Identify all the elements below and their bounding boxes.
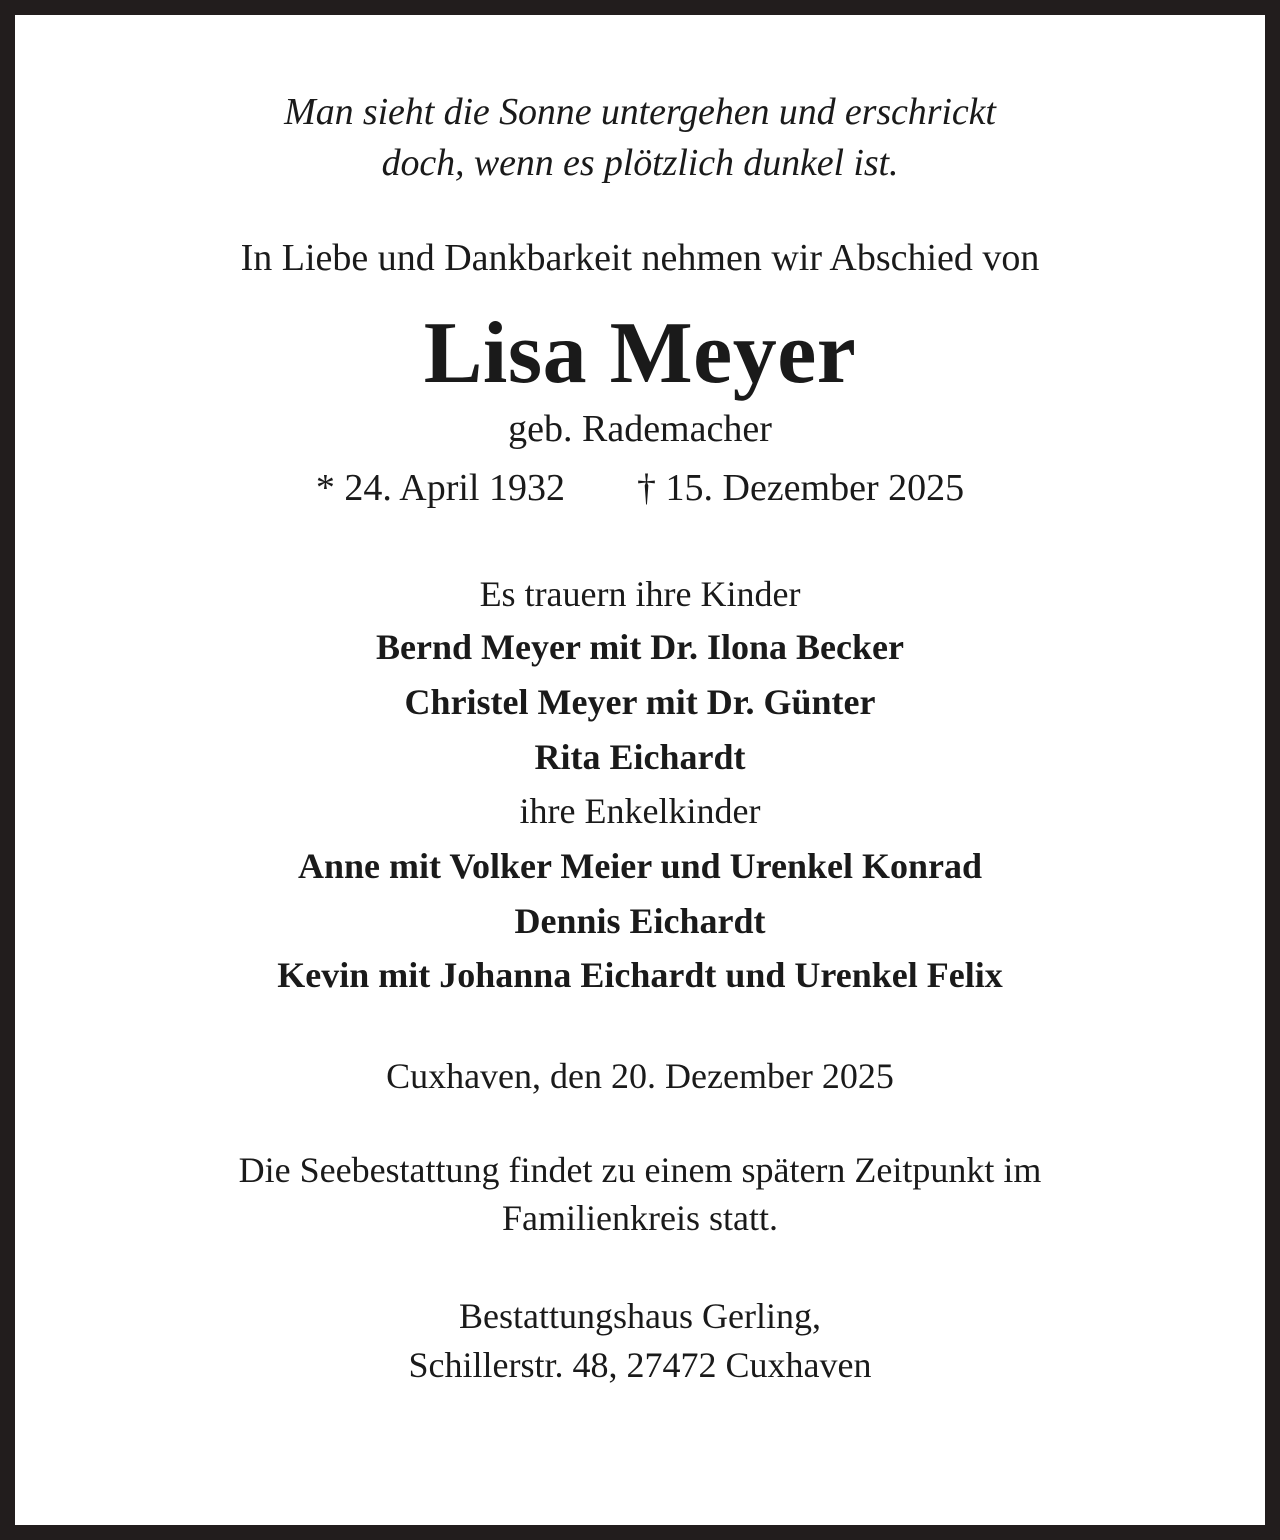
mourner-grandchild-1: Anne mit Volker Meier und Urenkel Konrad — [297, 845, 983, 886]
mourner-child-2: Christel Meyer mit Dr. Günter — [404, 681, 876, 722]
burial-information — [239, 1146, 1042, 1242]
quote-line-2: doch, wenn es plötzlich dunkel ist. — [381, 141, 899, 184]
maiden-name: geb. Rademacher — [508, 407, 772, 450]
funeral-home-details — [409, 1292, 872, 1388]
mourner-grandchild-2: Dennis Eichardt — [514, 900, 766, 941]
quote-line-1: Man sieht die Sonne untergehen und erschrickt — [284, 91, 996, 133]
funeral-home-name: Bestattungshaus Gerling, — [459, 1296, 821, 1337]
obituary-notice — [15, 15, 1265, 1525]
burial-info-line-2: Familienkreis statt. — [502, 1198, 778, 1239]
intro-text: In Liebe und Dankbarkeit nehmen wir Abschied von — [240, 236, 1040, 279]
mourner-child-1: Bernd Meyer mit Dr. Ilona Becker — [376, 627, 904, 668]
place-and-date: Cuxhaven, den 20. Dezember 2025 — [386, 1056, 894, 1097]
deceased-name: Lisa Meyer — [423, 305, 857, 403]
mourner-child-3: Rita Eichardt — [534, 736, 746, 777]
burial-info-line-1: Die Seebestattung findet zu einem spätern Zeitpunkt im — [238, 1149, 1042, 1190]
funeral-home-address: Schillerstr. 48, 27472 Cuxhaven — [408, 1344, 872, 1385]
death-date: † 15. Dezember 2025 — [637, 467, 965, 510]
life-dates — [71, 466, 1209, 512]
birth-date: * 24. April 1932 — [315, 467, 565, 510]
grandchildren-heading: ihre Enkelkinder — [519, 791, 761, 832]
mourners-section — [71, 568, 1209, 1003]
mourner-grandchild-3: Kevin mit Johanna Eichardt und Urenkel Felix — [277, 955, 1003, 996]
memorial-quote — [284, 87, 996, 189]
children-heading: Es trauern ihre Kinder — [479, 573, 801, 614]
